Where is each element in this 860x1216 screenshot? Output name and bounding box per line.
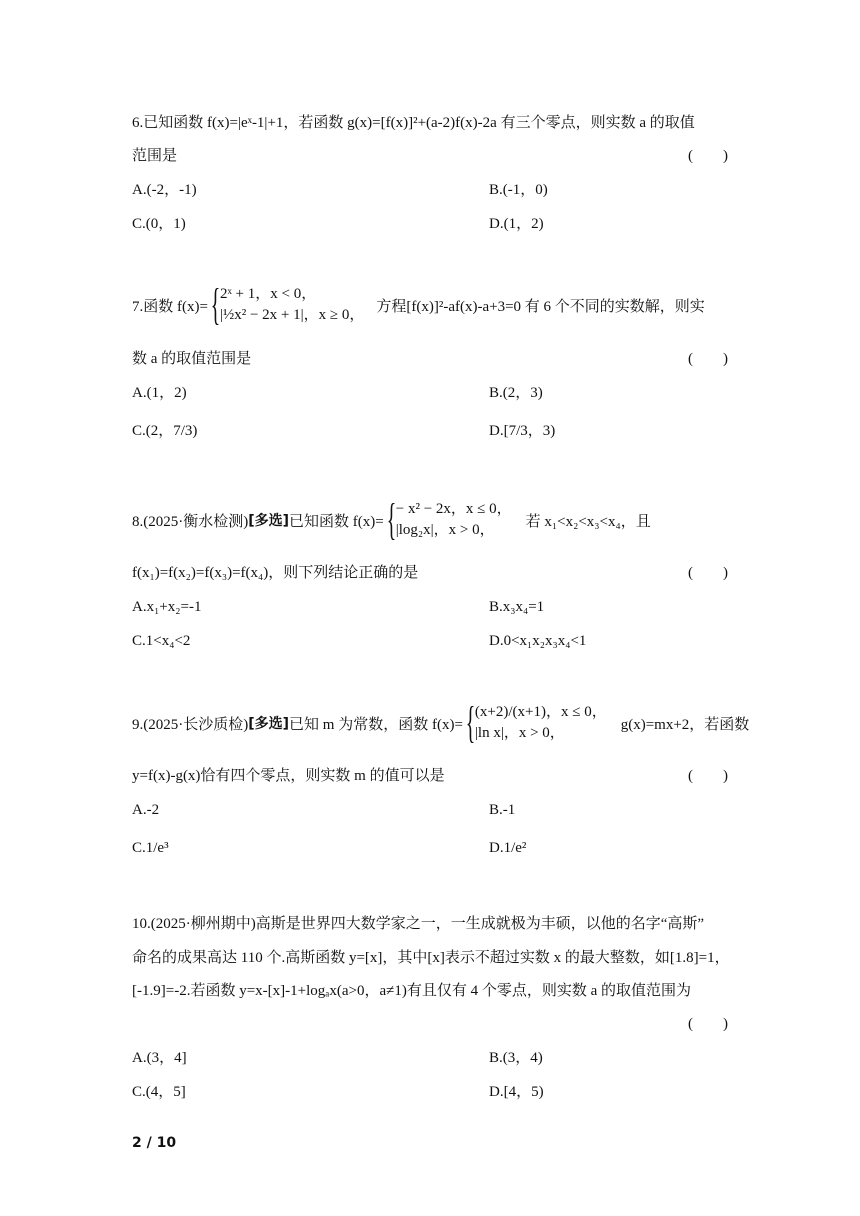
q8-case2: |log₂x|，x > 0， — [395, 522, 495, 538]
q6-stem-line1: 6.已知函数 f(x)=|eˣ-1|+1，若函数 g(x)=[f(x)]²+(a-2)f(x)-2a 有三个零点，则实数 a 的取值 — [132, 115, 695, 131]
q8-stem-suffix: 若 x₁<x₂<x₃<x₄，且 — [525, 513, 651, 530]
q7-option-a: A.(1，2) — [132, 385, 187, 401]
q8-case1: − x² − 2x，x ≤ 0， — [395, 501, 512, 517]
q10-stem-line2: 命名的成果高达 110 个.高斯函数 y=[x]，其中[x]表示不超过实数 x 的最大整数，如[1.8]=1， — [132, 950, 730, 966]
q7-stem-line2: 数 a 的取值范围是 — [132, 351, 252, 367]
q10-option-c: C.(4，5] — [132, 1084, 186, 1100]
q9-stem-line1 — [132, 698, 749, 748]
q6-option-d: D.(1，2) — [489, 216, 544, 232]
q6-stem-line2: 范围是 — [132, 148, 178, 164]
q7-option-d: D.[7/3，3) — [489, 423, 556, 439]
q9-option-b: B.-1 — [489, 802, 516, 818]
q8-source: 8.(2025·衡水检测) — [132, 513, 249, 530]
q8-option-d: D.0<x₁x₂x₃x₄<1 — [489, 633, 587, 649]
q8-stem-line2: f(x₁)=f(x₂)=f(x₃)=f(x₄)，则下列结论正确的是 — [132, 565, 419, 581]
q8-multi-select-tag: [多选] — [248, 513, 290, 529]
q7-option-b: B.(2，3) — [489, 385, 543, 401]
q8-brace: { — [386, 495, 397, 544]
q6-option-b: B.(-1，0) — [489, 182, 548, 198]
q9-option-d: D.1/e² — [489, 840, 527, 856]
q9-option-c: C.1/e³ — [132, 840, 169, 856]
q10-stem-line3: [-1.9]=-2.若函数 y=x-[x]-1+logₐx(a>0，a≠1)有且仅有 4 个零点，则实数 a 的取值范围为 — [132, 983, 692, 999]
q9-brace: { — [465, 698, 476, 747]
q6-answer-bracket: ( ) — [688, 148, 728, 164]
q7-answer-bracket: ( ) — [688, 351, 728, 367]
q7-case2: |½x² − 2x + 1|，x ≥ 0， — [219, 307, 365, 323]
q7-brace: { — [210, 280, 221, 329]
q10-answer-bracket: ( ) — [688, 1016, 728, 1032]
q7-stem-prefix: 7.函数 f(x)= — [132, 298, 208, 315]
q8-option-c: C.1<x₄<2 — [132, 633, 191, 649]
q8-piecewise — [396, 499, 512, 541]
q9-stem-suffix: g(x)=mx+2，若函数 — [620, 716, 750, 733]
q8-option-a: A.x₁+x₂=-1 — [132, 599, 202, 615]
q9-stem-prefix: 已知 m 为常数，函数 f(x)= — [289, 716, 463, 733]
q9-multi-select-tag: [多选] — [248, 716, 290, 732]
page-number: 2 / 10 — [132, 1135, 177, 1151]
q7-case1: 2ˣ + 1，x < 0， — [219, 286, 317, 302]
q7-option-c: C.(2，7/3) — [132, 423, 198, 439]
q9-source: 9.(2025·长沙质检) — [132, 716, 249, 733]
q9-case2: |ln x|，x > 0， — [474, 725, 565, 741]
q9-answer-bracket: ( ) — [688, 768, 728, 784]
q9-option-a: A.-2 — [132, 802, 160, 818]
q8-stem-line1 — [132, 497, 651, 543]
q10-option-d: D.[4，5) — [489, 1084, 544, 1100]
q9-stem-line2: y=f(x)-g(x)恰有四个零点，则实数 m 的值可以是 — [132, 768, 445, 784]
q8-option-b: B.x₃x₄=1 — [489, 599, 545, 615]
q8-answer-bracket: ( ) — [688, 565, 728, 581]
q7-stem-suffix: 方程[f(x)]²-af(x)-a+3=0 有 6 个不同的实数解，则实 — [376, 298, 705, 315]
q9-case1: (x+2)/(x+1)，x ≤ 0， — [474, 704, 607, 720]
q6-option-a: A.(-2，-1) — [132, 182, 197, 198]
q9-piecewise — [475, 702, 607, 744]
q7-piecewise — [220, 284, 364, 326]
q10-option-a: A.(3，4] — [132, 1050, 187, 1066]
q6-option-c: C.(0，1) — [132, 216, 186, 232]
q10-option-b: B.(3，4) — [489, 1050, 543, 1066]
q8-stem-prefix: 已知函数 f(x)= — [289, 513, 384, 530]
q10-stem-line1: 10.(2025·柳州期中)高斯是世界四大数学家之一，一生成就极为丰硕，以他的名字“高斯” — [132, 916, 705, 932]
q7-stem-line1 — [132, 282, 705, 328]
